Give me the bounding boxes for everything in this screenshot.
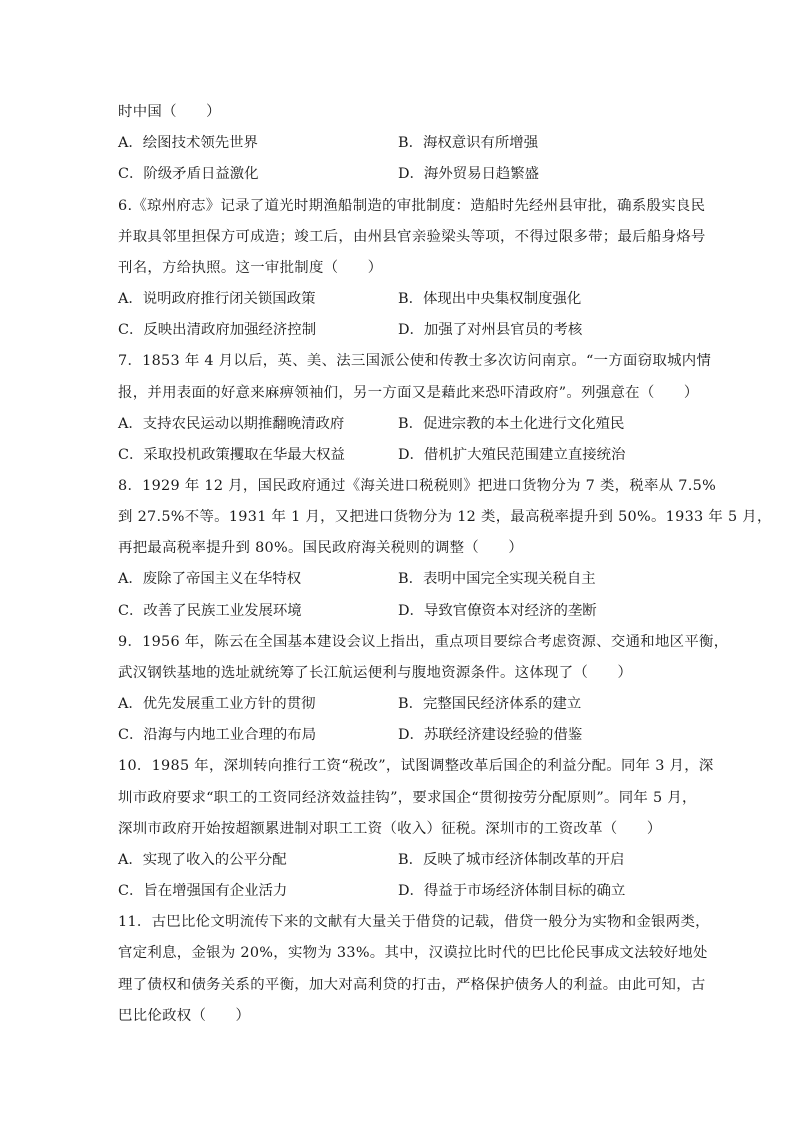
option-c: C．改善了民族工业发展环境 <box>118 603 302 619</box>
option-b: B．海权意识有所增强 <box>398 135 539 151</box>
option-b: B．体现出中央集权制度强化 <box>398 291 582 307</box>
question-stem-line: 11．古巴比伦文明流传下来的文献有大量关于借贷的记载，借贷一般分为实物和金银两类， <box>118 914 710 930</box>
option-a: A．实现了收入的公平分配 <box>118 852 287 868</box>
option-a: A．废除了帝国主义在华特权 <box>118 571 302 587</box>
option-a: A．优先发展重工业方针的贯彻 <box>118 696 316 712</box>
question-stem-line: 刊名，方给执照。这一审批制度（ ） <box>118 260 383 276</box>
question-stem-line: 报，并用表面的好意来麻痹领袖们，另一方面又是藉此来恐吓清政府”。列强意在（ ） <box>118 385 699 401</box>
question-stem-line: 官定利息，金银为 20%，实物为 33%。其中，汉谟拉比时代的巴比伦民事成文法较好地处 <box>118 945 708 961</box>
option-d: D．导致官僚资本对经济的垄断 <box>398 603 597 619</box>
option-c: C．采取投机政策攫取在华最大权益 <box>118 447 345 463</box>
option-c: C．阶级矛盾日益激化 <box>118 166 259 182</box>
option-d: D．得益于市场经济体制目标的确立 <box>398 883 626 899</box>
question-stem-line: 6.《琼州府志》记录了道光时期渔船制造的审批制度：造船时先经州县审批，确系殷实良民 <box>118 198 706 214</box>
question-stem-line: 再把最高税率提升到 80%。国民政府海关税则的调整（ ） <box>118 540 524 556</box>
option-d: D．苏联经济建设经验的借鉴 <box>398 727 583 743</box>
question-stem-line: 圳市政府要求“职工的工资同经济效益挂钩”，要求国企“贯彻按劳分配原则”。同年 5 月， <box>118 790 697 806</box>
option-d: D．加强了对州县官员的考核 <box>398 322 583 338</box>
option-b: B．反映了城市经济体制改革的开启 <box>398 852 625 868</box>
question-stem-line: 理了债权和债务关系的平衡，加大对高利贷的打击，严格保护债务人的利益。由此可知，古 <box>118 977 706 993</box>
question-stem-line: 并取具邻里担保方可成造；竣工后，由州县官亲验梁头等项，不得过限多带；最后船身烙号 <box>118 229 706 245</box>
option-c: C．旨在增强国有企业活力 <box>118 883 288 899</box>
option-d: D．借机扩大殖民范围建立直接统治 <box>398 447 626 463</box>
option-c: C．反映出清政府加强经济控制 <box>118 322 317 338</box>
question-stem-line: 时中国（ ） <box>118 104 221 120</box>
question-stem-line: 到 27.5%不等。1931 年 1 月，又把进口货物分为 12 类，最高税率提升到 50%。1933 年 5 月， <box>118 509 772 525</box>
option-c: C．沿海与内地工业合理的布局 <box>118 727 317 743</box>
option-d: D．海外贸易日趋繁盛 <box>398 166 540 182</box>
question-stem-line: 武汉钢铁基地的选址就统筹了长江航运便利与腹地资源条件。这体现了（ ） <box>118 665 633 681</box>
question-stem-line: 巴比伦政权（ ） <box>118 1008 251 1024</box>
option-b: B．表明中国完全实现关税自主 <box>398 571 596 587</box>
option-a: A．绘图技术领先世界 <box>118 135 258 151</box>
question-stem-line: 9．1956 年，陈云在全国基本建设会议上指出，重点项目要综合考虑资源、交通和地区平衡， <box>118 634 729 650</box>
question-stem-line: 8．1929 年 12 月，国民政府通过《海关进口税税则》把进口货物分为 7 类，税率从 7.5% <box>118 478 717 494</box>
question-stem-line: 7．1853 年 4 月以后，英、美、法三国派公使和传教士多次访问南京。“一方面窃取城内情 <box>118 353 712 369</box>
option-a: A．说明政府推行闭关锁国政策 <box>118 291 316 307</box>
option-b: B．促进宗教的本土化进行文化殖民 <box>398 416 625 432</box>
question-stem-line: 10．1985 年，深圳转向推行工资“税改”，试图调整改革后国企的利益分配。同年 3 月，深 <box>118 758 714 774</box>
option-a: A．支持农民运动以期推翻晚清政府 <box>118 416 345 432</box>
question-stem-line: 深圳市政府开始按超额累进制对职工工资（收入）征税。深圳市的工资改革（ ） <box>118 821 662 837</box>
option-b: B．完整国民经济体系的建立 <box>398 696 582 712</box>
